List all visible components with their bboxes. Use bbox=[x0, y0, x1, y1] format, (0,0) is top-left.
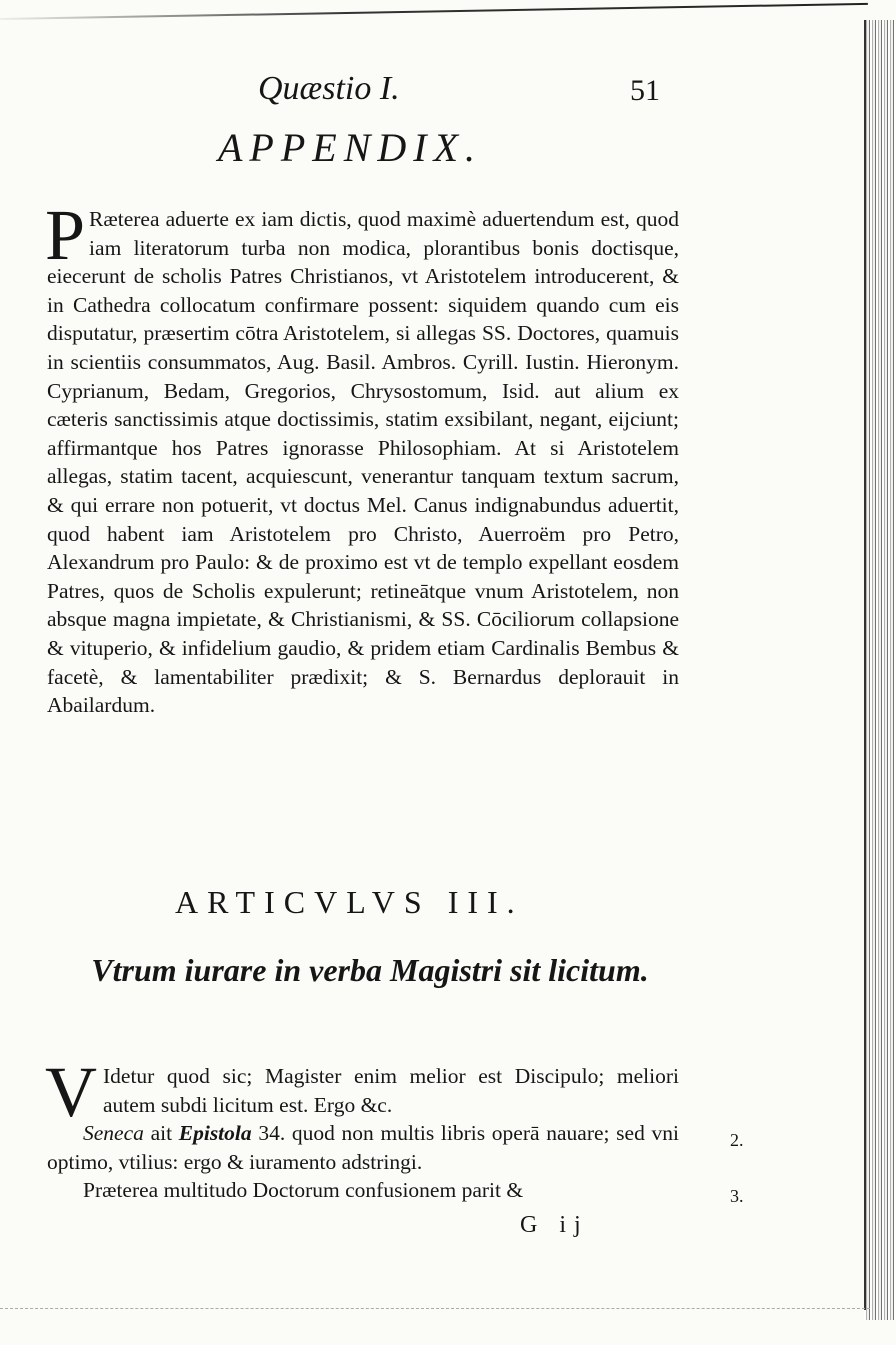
dropcap-initial: P bbox=[45, 195, 86, 275]
paragraph-text: Idetur quod sic; Magister enim melior est Discipulo; meliori autem subdi licitum est. Ergo &c. bbox=[103, 1064, 679, 1117]
article-paragraph-2 bbox=[47, 1119, 679, 1176]
appendix-paragraph bbox=[45, 195, 679, 720]
article-paragraph-1 bbox=[45, 1052, 679, 1132]
appendix-text: Ræterea aduerte ex iam dictis, quod maximè aduertendum est, quod iam literatorum turba non modica, plorantibus bonis doctisque, eiecerunt de scholis Patres Christianos, vt Aristotelem introducerent, & in Cathedra collocatum confirmare possent: siquidem quando cum eis disputatur, præsertim cōtra Aristotelem, si allegas SS. Doctores, quamuis in scientiis consummatos, Aug. Basil. Ambros. Cyrill. Iustin. Hieronym. Cyprianum, Bedam, Gregorios, Chrysostomum, Isid. aut alium ex cæteris sanctissimis atque doctissimis, statim exsibilant, negant, eijciunt; affirmantque hos Patres ignorasse Philosophiam. At si Aristotelem allegas, statim tacent, acquiescunt, venerantur tanquam textum sacrum, & qui errare non potuerit, vt doctus Mel. Canus indignabundus aduertit, quod habent iam Aristotelem pro Christo, Auerroëm pro Petro, Alexandrum pro Paulo: & de proximo est vt de templo expellant eosdem Patres, quos de Scholis expulerunt; retineātque vnum Aristotelem, non absque magna impietate, & Christianismi, & SS. Cōciliorum collapsione & vituperio, & infidelium gaudio, & pridem etiam Cardinalis Bembus & facetè, & lamentabiliter prædixit; & S. Bernardus deplorauit in Abailardum. bbox=[47, 207, 679, 718]
margin-note-3: 3. bbox=[730, 1186, 744, 1206]
author-name: Seneca bbox=[83, 1121, 144, 1146]
signature-mark: G ij bbox=[520, 1212, 589, 1238]
running-head: Quæstio I. bbox=[258, 70, 400, 107]
gutter-edge-line bbox=[864, 20, 866, 1310]
paragraph-text: ait bbox=[143, 1121, 179, 1146]
article-heading: ARTICVLVS III. bbox=[175, 884, 524, 920]
article-text bbox=[45, 1052, 679, 1205]
page-number: 51 bbox=[630, 74, 660, 107]
binding-gutter bbox=[864, 20, 896, 1320]
appendix-title: APPENDIX. bbox=[217, 125, 483, 170]
dropcap-initial: V bbox=[45, 1052, 97, 1132]
question-title: Vtrum iurare in verba Magistri sit licitum. bbox=[91, 952, 649, 988]
article-paragraph-3 bbox=[47, 1176, 679, 1205]
paragraph-text: 34. quod non multis libris operā nauare; sed vni optimo, vtilius: ergo & iuramento adstringi. bbox=[47, 1121, 679, 1174]
page-edge-top bbox=[0, 3, 868, 20]
citation: Epistola bbox=[178, 1121, 252, 1146]
margin-note-2: 2. bbox=[730, 1130, 744, 1150]
page-edge-bottom bbox=[0, 1308, 870, 1310]
paragraph-text: Præterea multitudo Doctorum confusionem parit & bbox=[83, 1178, 524, 1203]
